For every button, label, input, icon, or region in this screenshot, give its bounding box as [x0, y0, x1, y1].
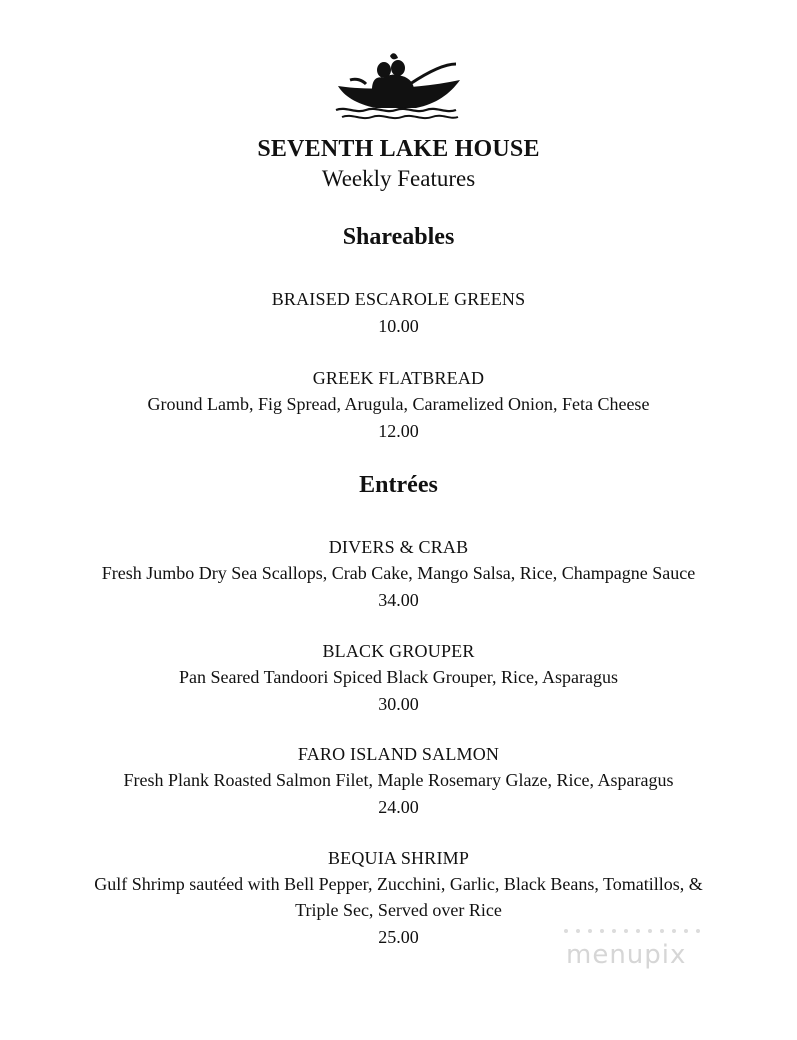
- watermark-dots-icon: [560, 924, 710, 938]
- section-title-shareables: Shareables: [342, 224, 455, 250]
- item-desc-bequia-shrimp: Gulf Shrimp sautéed with Bell Pepper, Zucchini, Garlic, Black Beans, Tomatillos, &: [94, 874, 703, 894]
- section-title-entrees: Entrées: [359, 472, 438, 498]
- item-name-faro-island-salmon: FARO ISLAND SALMON: [297, 744, 500, 764]
- item-price-faro-island-salmon: 24.00: [378, 797, 419, 817]
- item-name-divers-crab: DIVERS & CRAB: [328, 537, 469, 557]
- item-desc-greek-flatbread: Ground Lamb, Fig Spread, Arugula, Caramelized Onion, Feta Cheese: [147, 394, 650, 414]
- rowboat-couple-logo-icon: [332, 50, 466, 122]
- menupix-watermark: menupix: [566, 940, 687, 970]
- restaurant-name: SEVENTH LAKE HOUSE: [257, 136, 540, 162]
- item-name-bequia-shrimp: BEQUIA SHRIMP: [327, 848, 470, 868]
- item-price-black-grouper: 30.00: [378, 694, 419, 714]
- item-price-bequia-shrimp: 25.00: [378, 927, 419, 947]
- item-desc-divers-crab: Fresh Jumbo Dry Sea Scallops, Crab Cake, Mango Salsa, Rice, Champagne Sauce: [101, 563, 696, 583]
- item-name-braised-escarole: BRAISED ESCAROLE GREENS: [271, 289, 526, 309]
- item-desc-black-grouper: Pan Seared Tandoori Spiced Black Grouper, Rice, Asparagus: [178, 667, 619, 687]
- menu-subtitle: Weekly Features: [321, 166, 476, 191]
- item-price-braised-escarole: 10.00: [378, 316, 419, 336]
- item-price-divers-crab: 34.00: [378, 590, 419, 610]
- item-desc-faro-island-salmon: Fresh Plank Roasted Salmon Filet, Maple Rosemary Glaze, Rice, Asparagus: [123, 770, 674, 790]
- item-price-greek-flatbread: 12.00: [378, 421, 419, 441]
- item-desc-bequia-shrimp-line2: Triple Sec, Served over Rice: [295, 900, 502, 920]
- item-name-greek-flatbread: GREEK FLATBREAD: [312, 368, 485, 388]
- item-name-black-grouper: BLACK GROUPER: [322, 641, 475, 661]
